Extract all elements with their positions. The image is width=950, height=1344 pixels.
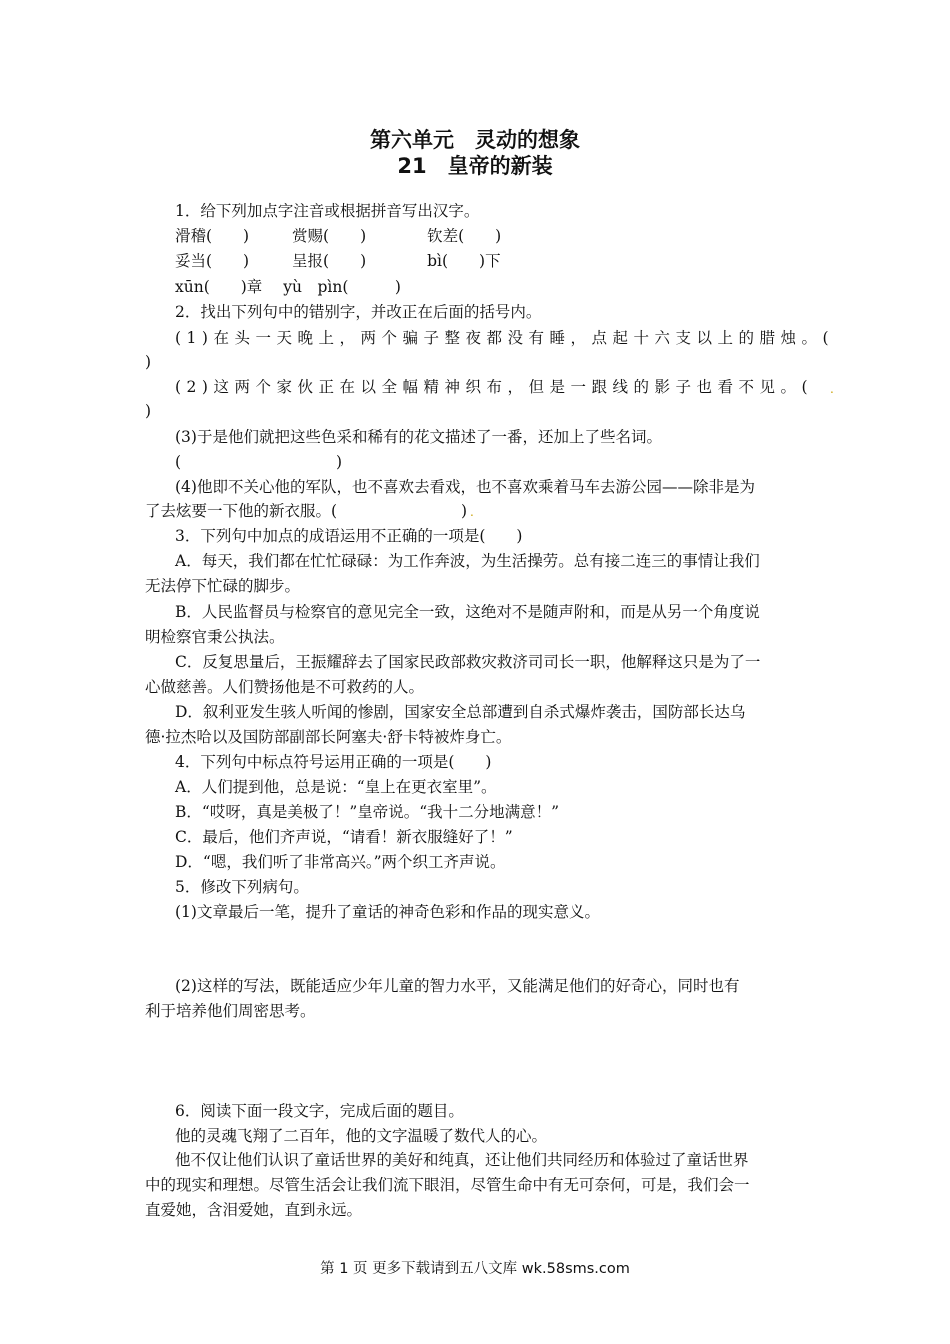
q2-sentence-1-end: ): [145, 353, 152, 371]
unit-title: 第六单元 灵动的想象: [370, 128, 580, 152]
q3-option-a-line1: A．每天，我们都在忙忙碌碌：为工作奔波，为生活操劳。总有接二连三的事情让我们: [175, 552, 760, 570]
q3-option-a-line2: 无法停下忙碌的脚步。: [145, 577, 301, 595]
q4-option-b: B．“哎呀，真是美极了！”皇帝说。“我十二分地满意！”: [175, 803, 560, 821]
q2-sentence-3-end: ( ): [175, 453, 343, 471]
q1-item: 呈报( ): [292, 252, 367, 270]
lesson-title: 21 皇帝的新装: [397, 154, 553, 178]
q1-item: yù pìn( ): [283, 278, 401, 296]
q1-row2: [175, 250, 501, 272]
q3-option-d-line1: D．叙利亚发生骇人听闻的惨剧，国家安全总部遭到自杀式爆炸袭击，国防部长达乌: [175, 703, 746, 721]
q3-option-d-line2: 德·拉杰哈以及国防部副部长阿塞夫·舒卡特被炸身亡。: [145, 728, 512, 746]
q2-sentence-2: (2)这两个家伙正在以全幅精神织布，但是一跟线的影子也看不见。(: [175, 378, 814, 396]
q1-item: 妥当( ): [175, 252, 250, 270]
q3-option-c-line1: C．反复思量后，王振耀辞去了国家民政部救灾救济司司长一职，他解释这只是为了一: [175, 653, 761, 671]
q6-passage-line1: 他的灵魂飞翔了二百年，他的文字温暖了数代人的心。: [175, 1127, 548, 1145]
q6-passage-line2: 他不仅让他们认识了童话世界的美好和纯真，还让他们共同经历和体验过了童话世界: [175, 1151, 749, 1169]
q4-option-c: C．最后，他们齐声说，“请看！新衣服缝好了！”: [175, 828, 513, 846]
q1-item: xūn( )章: [175, 278, 263, 296]
q2-sentence-2-end: ): [145, 402, 152, 420]
q5-prompt: 5．修改下列病句。: [175, 878, 309, 896]
page-footer: 第 1 页 更多下载请到五八文库 wk.58sms.com: [320, 1261, 630, 1277]
q1-item: 滑稽( ): [175, 227, 250, 245]
q6-passage-line4: 直爱她，含泪爱她，直到永远。: [145, 1201, 363, 1219]
q2-sentence-4a: (4)他即不关心他的军队，也不喜欢去看戏，也不喜欢乘着马车去游公园——除非是为: [175, 478, 755, 496]
q1-item: 钦差( ): [427, 227, 502, 245]
q1-row1: [175, 225, 501, 247]
q4-prompt: 4．下列句中标点符号运用正确的一项是( ): [175, 753, 492, 771]
stray-dot-mark: .: [830, 382, 834, 396]
q1-item: 赏赐( ): [292, 227, 367, 245]
q5-sentence-1: (1)文章最后一笔，提升了童话的神奇色彩和作品的现实意义。: [175, 903, 600, 921]
q5-sentence-2b: 利于培养他们周密思考。: [145, 1002, 316, 1020]
q1-prompt: 1．给下列加点字注音或根据拼音写出汉字。: [175, 202, 480, 220]
q4-option-a: A．人们提到他，总是说：“皇上在更衣室里”。: [175, 778, 497, 796]
q1-row3: [175, 276, 401, 298]
q3-option-b-line1: B．人民监督员与检察官的意见完全一致，这绝对不是随声附和，而是从另一个角度说: [175, 603, 760, 621]
stray-dot-mark: .: [470, 505, 474, 519]
q2-sentence-3: (3)于是他们就把这些色采和稀有的花文描述了一番，还加上了些名词。: [175, 428, 662, 446]
q5-sentence-2a: (2)这样的写法，既能适应少年儿童的智力水平，又能满足他们的好奇心，同时也有: [175, 977, 740, 995]
q2-prompt: 2．找出下列句中的错别字，并改正在后面的括号内。: [175, 303, 542, 321]
q6-prompt: 6．阅读下面一段文字，完成后面的题目。: [175, 1102, 464, 1120]
q3-prompt: 3．下列句中加点的成语运用不正确的一项是( ): [175, 527, 523, 545]
q4-option-d: D．“嗯，我们听了非常高兴。”两个织工齐声说。: [175, 853, 506, 871]
q2-sentence-1: (1)在头一天晚上，两个骗子整夜都没有睡，点起十六支以上的腊烛。(: [175, 329, 835, 347]
q1-item: bì( )下: [427, 252, 501, 270]
q3-option-b-line2: 明检察官秉公执法。: [145, 628, 285, 646]
q6-passage-line3: 中的现实和理想。尽管生活会让我们流下眼泪，尽管生命中有无可奈何，可是，我们会一: [145, 1176, 750, 1194]
q3-option-c-line2: 心做慈善。人们赞扬他是不可救药的人。: [145, 678, 425, 696]
q2-sentence-4b: 了去炫要一下他的新衣服。( ): [145, 502, 468, 520]
